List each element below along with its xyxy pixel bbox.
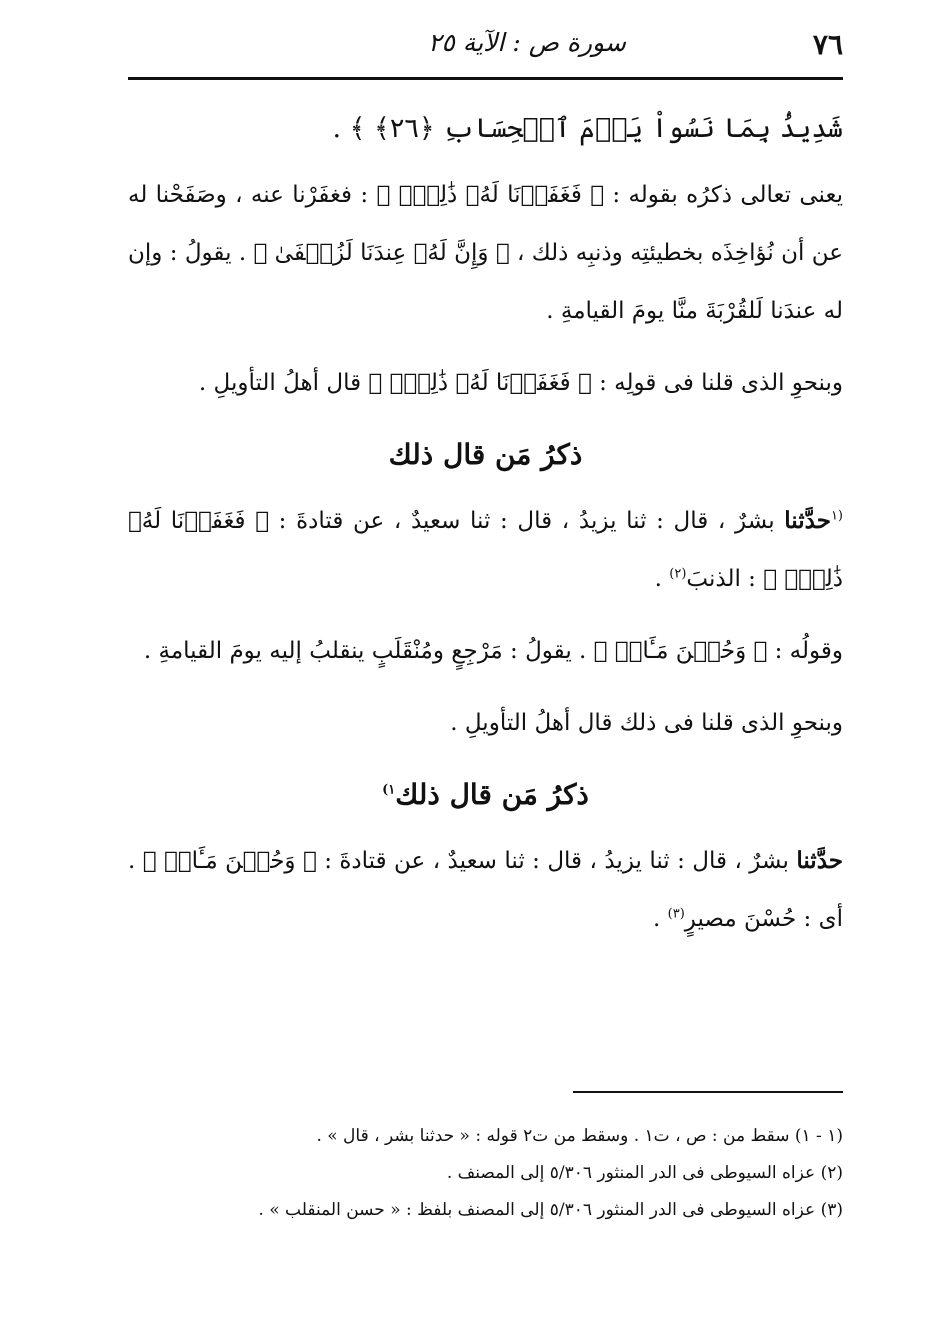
footnote-ref-3: (٣) xyxy=(667,906,685,922)
footnote-1: (١ - ١) سقط من : ص ، ت١ . وسقط من ت٢ قوله : « حدثنا بشر ، قال » . xyxy=(316,1126,843,1146)
page-number: ٧٦ xyxy=(812,28,843,61)
paragraph-tafsir: يعنى تعالى ذكرُه بقوله : ﴿ فَغَفَرۡنَا لَهُۥ ذَٰلِكَۗ ﴾ : فغفَرْنا عنه ، وصَفَحْنا له عن أن نُؤاخِذَه بخطيئتِه وذنبِه ذلك ، ﴿ وَإِنَّ لَهُۥ عِندَنَا لَزُلۡفَىٰ ﴾ . يقولُ : وإن له عندَنا لَلقُرْبَةَ منَّا يومَ القيامةِ . xyxy=(128,182,843,324)
narration-text: بشرٌ ، قال : ثنا يزيدُ ، قال : ثنا سعيدٌ ، عن قتادةَ : ﴿ فَغَفَرۡنَا لَهُۥ ذَٰلِكَۗ ﴾ : الذنبَ xyxy=(128,508,843,592)
main-text xyxy=(128,100,843,962)
paragraph-narration xyxy=(128,492,843,608)
footnotes xyxy=(128,1118,843,1229)
verse-line: شَدِيدُۢ بِمَا نَسُواْ يَوۡمَ ٱلۡحِسَابِ ﴿٢٦﴾ ﴾ . xyxy=(332,113,843,144)
heading-range-mark: ١) xyxy=(382,782,396,798)
page-header xyxy=(128,28,843,76)
paragraph-agreement-2: وبنحوِ الذى قلنا فى ذلك قال أهلُ التأويلِ . xyxy=(450,710,843,736)
narration-end: . xyxy=(654,566,670,592)
paragraph-agreement: وبنحوِ الذى قلنا فى قولِه : ﴿ فَغَفَرۡنَا لَهُۥ ذَٰلِكَۗ ﴾ قال أهلُ التأويلِ . xyxy=(198,370,843,396)
paragraph-verse-commentary: وقولُه : ﴿ وَحُسۡنَ مَـَٔابٖ ﴾ . يقولُ : مَرْجِعٍ ومُنْقَلَبٍ ينقلبُ إليه يومَ القيامةِ . xyxy=(143,638,843,664)
header-rule xyxy=(128,77,843,80)
narration-range-mark: (١ xyxy=(830,508,843,524)
narration-2-text: بشرٌ ، قال : ثنا يزيدُ ، قال : ثنا سعيدٌ ، عن قتادةَ : ﴿ وَحُسۡنَ مَـَٔابٖ ﴾ . أى : حُسْنَ مصيرٍ xyxy=(128,848,843,932)
paragraph-narration-2 xyxy=(128,832,843,948)
section-heading xyxy=(128,426,843,484)
footnote-3: (٣) عزاه السيوطى فى الدر المنثور ٥/٣٠٦ إلى المصنف بلفظ : « حسن المنقلب » . xyxy=(258,1200,843,1220)
section-heading-2 xyxy=(128,766,843,824)
narration-opening: حدَّثنا xyxy=(784,507,831,534)
narration-2-opening: حدَّثنا xyxy=(796,847,843,874)
narration-2-end: . xyxy=(653,906,668,932)
section-heading-2-text: ذكرُ مَن قال ذلك xyxy=(395,778,589,811)
running-title: سورة ص : الآية ٢٥ xyxy=(428,28,626,57)
section-heading-text: ذكرُ مَن قال ذلك xyxy=(388,438,583,471)
footnote-separator xyxy=(573,1091,843,1093)
footnote-ref: (٢) xyxy=(669,566,687,582)
footnote-2: (٢) عزاه السيوطى فى الدر المنثور ٥/٣٠٦ إلى المصنف . xyxy=(446,1163,843,1183)
